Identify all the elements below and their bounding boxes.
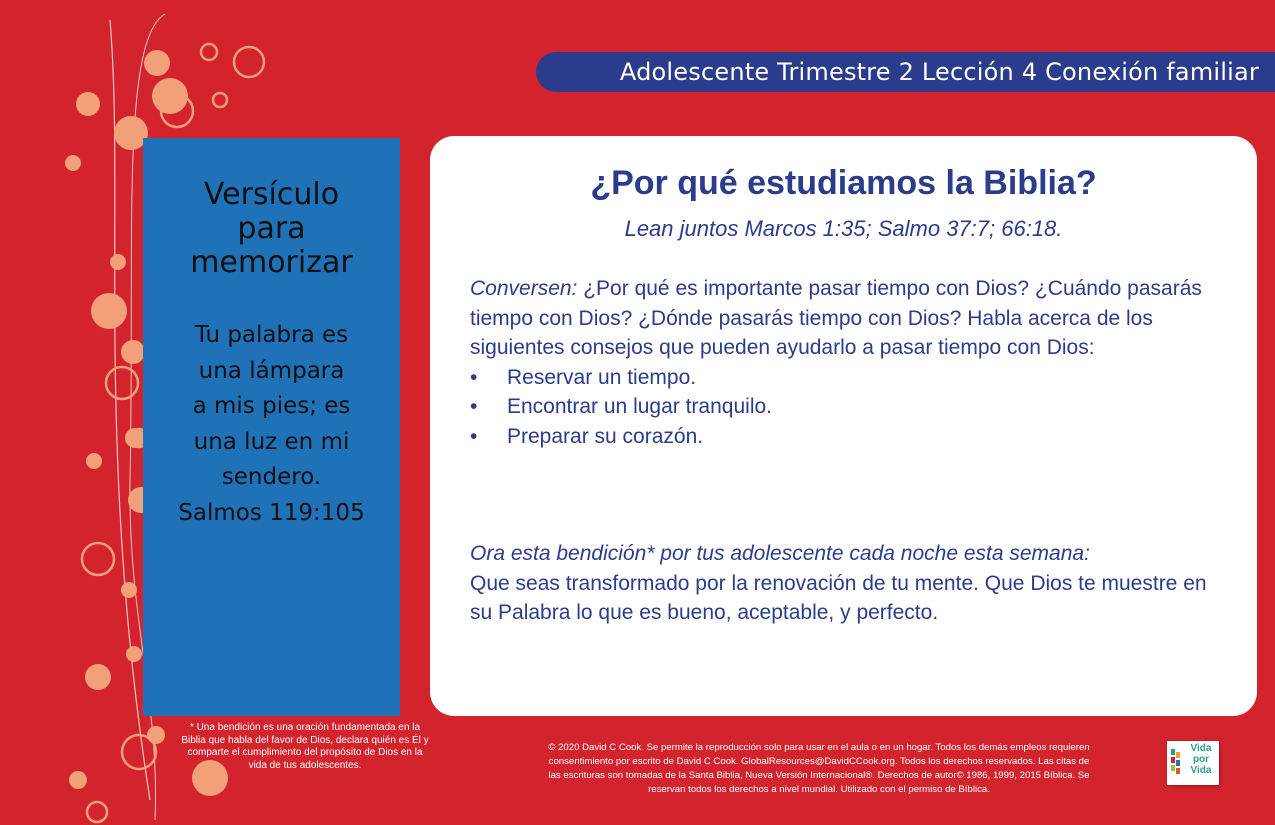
blessing-section	[470, 539, 1230, 628]
copyright-line: © 2020 David C Cook. Se permite la reproducción solo para usar en el aula o en un hogar. Todos los demás empleos requieren	[548, 742, 1090, 753]
vida-por-vida-logo	[1167, 741, 1219, 785]
logo-line: Vida	[1190, 765, 1212, 776]
card-subtitle: Lean juntos Marcos 1:35; Salmo 37:7; 66:18.	[624, 216, 1063, 241]
memory-verse-heading-line: Versículo	[203, 177, 340, 212]
logo-stripes-icon	[1171, 749, 1181, 779]
memory-verse-line: sendero.	[221, 464, 322, 490]
logo-line: Vida	[1190, 743, 1212, 754]
tip-text: Encontrar un lugar tranquilo.	[507, 395, 772, 418]
memory-verse-line: una luz en mi	[193, 428, 350, 455]
copyright-notice	[478, 741, 1160, 797]
copyright-line: reservan todos los derechos a nivel mundial. Utilizado con el permiso de Bíblica.	[648, 784, 990, 795]
bullet-icon: •	[470, 365, 478, 389]
footnote	[163, 722, 447, 772]
card-title: ¿Por qué estudiamos la Biblia?	[590, 164, 1097, 202]
logo-line: por	[1192, 754, 1210, 765]
memory-verse-text	[143, 318, 400, 531]
memory-verse-heading	[143, 178, 400, 280]
list-item	[470, 422, 1230, 452]
discussion-section	[470, 274, 1230, 451]
copyright-line: consentimiento por escrito de David C Cook. GlobalResources@DavidCCook.org. Todos los derechos reservados. Las citas de	[548, 756, 1090, 767]
lesson-card	[430, 136, 1257, 716]
tip-text: Reservar un tiempo.	[507, 365, 697, 389]
discussion-text: ¿Por qué es importante pasar tiempo con Dios? ¿Cuándo pasarás tiempo con Dios? ¿Dónde pasarás tiempo con Dios? Habla acerca de los siguientes consejos que pueden ayudarlo a pasar tiempo con Dios:	[470, 277, 1202, 359]
blessing-label: Ora esta bendición* por tus adolescente cada noche esta semana:	[470, 542, 1090, 565]
logo-text	[1184, 743, 1218, 776]
header-bar	[536, 52, 1275, 92]
memory-verse-heading-line: para	[237, 211, 306, 246]
memory-verse-line: una lámpara	[198, 357, 345, 384]
footnote-line: comparte el cumplimiento del propósito de Dios en la	[187, 747, 423, 759]
memory-verse-heading-line: memorizar	[190, 245, 353, 280]
list-item	[470, 363, 1230, 393]
memory-verse-panel	[143, 138, 400, 716]
discussion-paragraph	[470, 274, 1230, 363]
discussion-label: Conversen:	[470, 277, 578, 300]
footnote-line: * Una bendición es una oración fundamentada en la	[189, 722, 421, 733]
memory-verse-reference: Salmos 119:105	[178, 499, 365, 526]
header-title: Adolescente Trimestre 2 Lección 4 Conexión familiar	[619, 58, 1259, 86]
copyright-line: las escrituras son tomadas de la Santa Biblia, Nueva Versión Internacional®. Derechos de autor© 1986, 1999, 2015 Bíblica. Se	[548, 770, 1090, 781]
footnote-line: vida de tus adolescentes.	[248, 759, 362, 771]
list-item	[470, 392, 1230, 422]
memory-verse-line: a mis pies; es	[192, 393, 351, 419]
blessing-text: Que seas transformado por la renovación de tu mente. Que Dios te muestre en su Palabra lo que es bueno, aceptable, y perfecto.	[470, 571, 1207, 624]
bullet-icon: •	[470, 395, 478, 418]
tip-text: Preparar su corazón.	[507, 424, 704, 448]
tips-list	[470, 363, 1230, 452]
footnote-line: Biblia que habla del favor de Dios, declara quién es Él y	[181, 734, 429, 746]
bullet-icon: •	[470, 424, 478, 448]
memory-verse-line: Tu palabra es	[194, 322, 349, 348]
